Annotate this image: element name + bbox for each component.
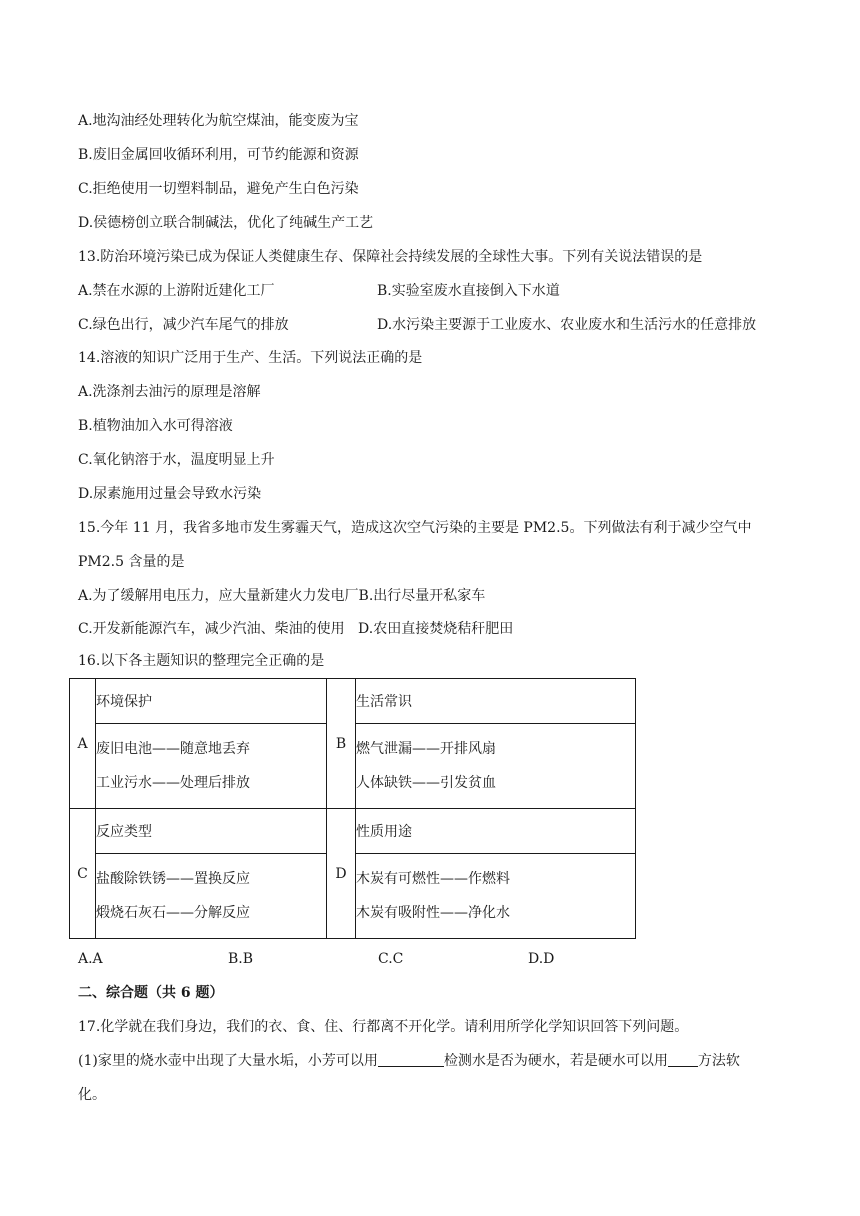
q12-option-b: B.废旧金属回收循环利用，可节约能源和资源 — [78, 147, 359, 163]
q14-option-d: D.尿素施用过量会导致水污染 — [78, 486, 262, 502]
q17-blank-2 — [668, 1052, 698, 1067]
q16-c-line1: 盐酸除铁锈——置换反应 — [96, 871, 250, 887]
q16-answer-d: D.D — [528, 951, 555, 967]
q13-option-a: A.禁在水源的上游附近建化工厂 — [78, 283, 275, 299]
q17-stem: 17.化学就在我们身边，我们的衣、食、住、行都离不开化学。请利用所学化学知识回答下列问题。 — [78, 1019, 689, 1035]
q16-answer-c: C.C — [378, 951, 404, 967]
q17-blank-1 — [378, 1052, 444, 1067]
q17-part1 — [78, 1052, 740, 1070]
q16-head-b: 生活常识 — [356, 679, 636, 724]
q15-options-row1: A.为了缓解用电压力，应大量新建火力发电厂B.出行尽量开私家车 — [78, 588, 486, 604]
q14-option-a: A.洗涤剂去油污的原理是溶解 — [78, 384, 261, 400]
q16-table — [69, 678, 636, 939]
q16-head-a: 环境保护 — [96, 679, 327, 724]
q13-option-d: D.水污染主要源于工业废水、农业废水和生活污水的任意排放 — [377, 317, 757, 333]
q16-body-c — [96, 854, 327, 939]
q14-stem: 14.溶液的知识广泛用于生产、生活。下列说法正确的是 — [78, 350, 423, 366]
q13-option-c: C.绿色出行，减少汽车尾气的排放 — [78, 317, 289, 333]
q16-b-line2: 人体缺铁——引发贫血 — [356, 775, 496, 791]
q15-options-row2: C.开发新能源汽车，减少汽油、柴油的使用 D.农田直接焚烧秸秆肥田 — [78, 621, 514, 637]
q16-head-d: 性质用途 — [356, 809, 636, 854]
q16-answer-a: A.A — [78, 951, 103, 967]
q13-stem: 13.防治环境污染已成为保证人类健康生存、保障社会持续发展的全球性大事。下列有关说法错误的是 — [78, 249, 703, 265]
q17-part1-continued: 化。 — [78, 1087, 106, 1103]
q16-c-line2: 煅烧石灰石——分解反应 — [96, 905, 250, 921]
q16-body-d — [356, 854, 636, 939]
q16-d-line2: 木炭有吸附性——净化水 — [356, 905, 510, 921]
q16-head-c: 反应类型 — [96, 809, 327, 854]
q17-part1-text-b: 检测水是否为硬水，若是硬水可以用 — [443, 1053, 668, 1069]
q16-letter-c: C — [70, 809, 96, 939]
q12-option-c: C.拒绝使用一切塑料制品，避免产生白色污染 — [78, 181, 359, 197]
q16-d-line1: 木炭有可燃性——作燃料 — [356, 871, 510, 887]
q12-option-d: D.侯德榜创立联合制碱法，优化了纯碱生产工艺 — [78, 215, 374, 231]
q15-stem-line1: 15.今年 11 月，我省多地市发生雾霾天气，造成这次空气污染的主要是 PM2.5。下列做法有利于减少空气中 — [78, 520, 752, 536]
q16-body-a — [96, 724, 327, 809]
q14-option-c: C.氧化钠溶于水，温度明显上升 — [78, 452, 275, 468]
q16-a-line1: 废旧电池——随意地丢弃 — [96, 741, 250, 757]
q14-option-b: B.植物油加入水可得溶液 — [78, 418, 233, 434]
q16-letter-b: B — [327, 679, 356, 809]
q12-option-a: A.地沟油经处理转化为航空煤油，能变废为宝 — [78, 113, 359, 129]
q16-letter-a: A — [70, 679, 96, 809]
q16-letter-d: D — [327, 809, 356, 939]
q16-body-b — [356, 724, 636, 809]
q16-answer-b: B.B — [228, 951, 254, 967]
q13-option-b: B.实验室废水直接倒入下水道 — [377, 283, 560, 299]
q17-part1-text-c: 方法软 — [697, 1053, 740, 1069]
q16-stem: 16.以下各主题知识的整理完全正确的是 — [78, 653, 325, 669]
q17-part1-text-a: (1)家里的烧水壶中出现了大量水垢，小芳可以用 — [78, 1053, 378, 1069]
q16-a-line2: 工业污水——处理后排放 — [96, 775, 250, 791]
section-2-title: 二、综合题（共 6 题） — [78, 985, 224, 1001]
q15-stem-line2: PM2.5 含量的是 — [78, 554, 185, 570]
q16-b-line1: 燃气泄漏——开排风扇 — [356, 741, 496, 757]
